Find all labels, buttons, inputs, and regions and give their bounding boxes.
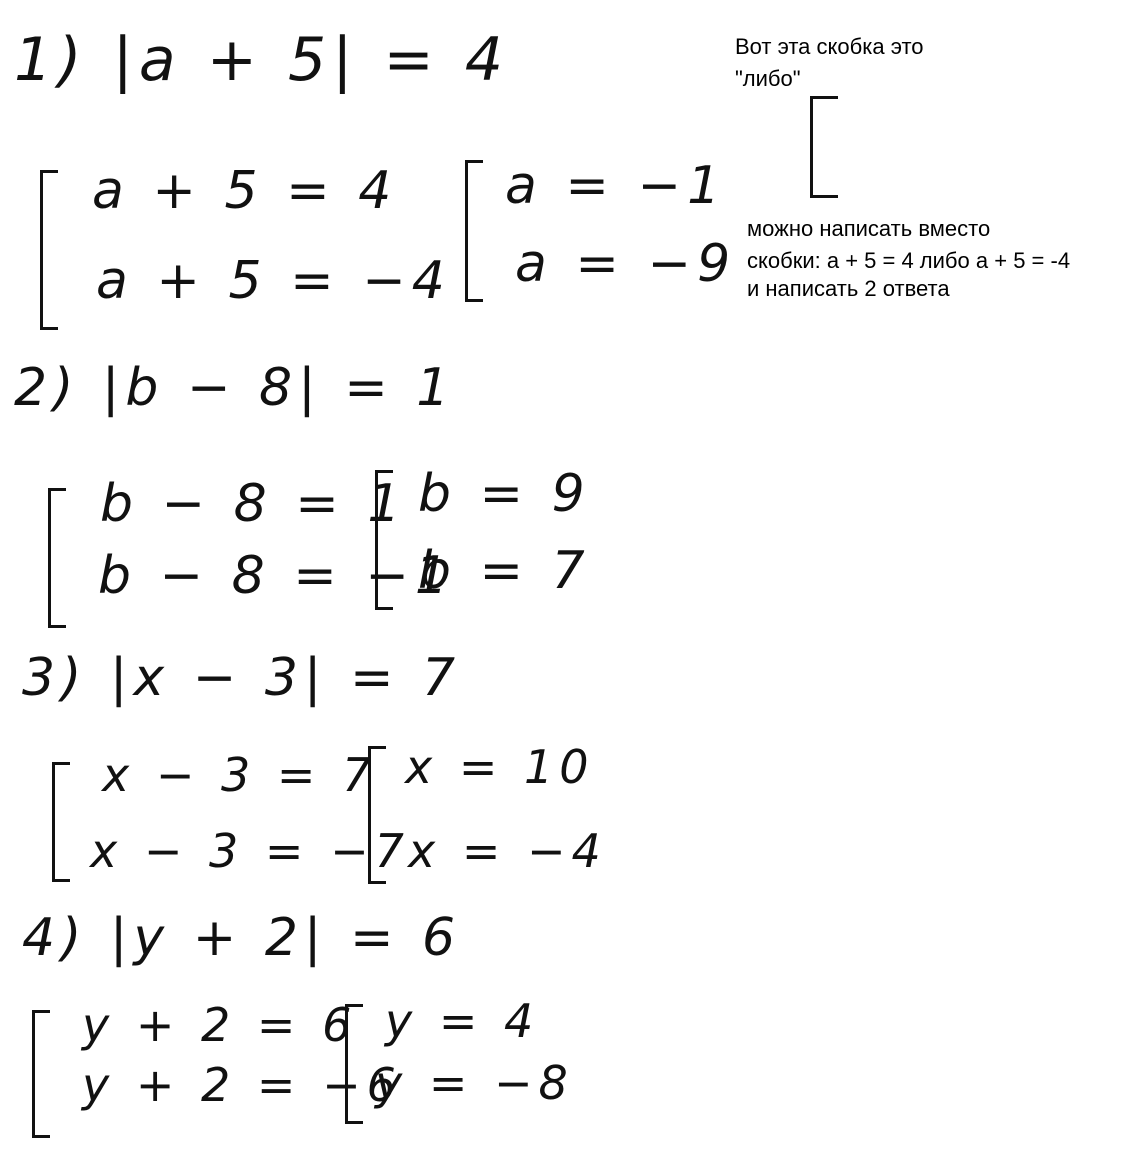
problem-2-case-2: b − 8 = −1: [98, 546, 455, 606]
note-body-line-3: и написать 2 ответа: [747, 276, 950, 301]
problem-2-cases-bracket: [48, 488, 66, 628]
problem-4-case-2: y + 2 = −6: [82, 1058, 402, 1112]
problem-4-equation: 4) |y + 2| = 6: [22, 908, 462, 968]
problem-1-case-2: a + 5 = −4: [96, 251, 451, 311]
problem-1-answers-bracket: [465, 160, 483, 302]
problem-4-answer-2: y = −8: [375, 1056, 574, 1110]
problem-2-case-1: b − 8 = 1: [100, 474, 407, 534]
problem-1-answer-1: a = −1: [505, 156, 727, 216]
note-title-line-2: "либо": [735, 66, 801, 91]
problem-4-case-1: y + 2 = 6: [82, 998, 358, 1052]
note-body-line-1: можно написать вместо: [747, 216, 991, 241]
problem-2-answer-1: b = 9: [418, 464, 591, 524]
problem-1-answer-2: a = −9: [515, 234, 737, 294]
note-body-line-2: скобки: a + 5 = 4 либо a + 5 = -4: [747, 248, 1071, 273]
problem-1-equation: 1) |a + 5| = 4: [14, 25, 510, 95]
problem-2-answer-2: b = 7: [418, 541, 591, 601]
problem-2-equation: 2) |b − 8| = 1: [14, 358, 456, 418]
problem-4-answers-bracket: [345, 1004, 363, 1124]
problem-3-equation: 3) |x − 3| = 7: [22, 648, 462, 708]
problem-1-case-1: a + 5 = 4: [92, 161, 398, 221]
problem-3-answers-bracket: [368, 746, 386, 884]
problem-3-cases-bracket: [52, 762, 70, 882]
problem-4-cases-bracket: [32, 1010, 50, 1138]
note-title-line-1: Вот эта скобка это: [735, 34, 924, 59]
problem-3-case-1: x − 3 = 7: [102, 748, 378, 802]
note-example-bracket: [810, 96, 838, 198]
problem-3-answer-2: x = −4: [408, 824, 607, 878]
problem-1-cases-bracket: [40, 170, 58, 330]
problem-2-answers-bracket: [375, 470, 393, 610]
problem-3-case-2: x − 3 = −7: [90, 824, 410, 878]
problem-3-answer-1: x = 10: [405, 740, 595, 794]
problem-4-answer-1: y = 4: [385, 994, 540, 1048]
